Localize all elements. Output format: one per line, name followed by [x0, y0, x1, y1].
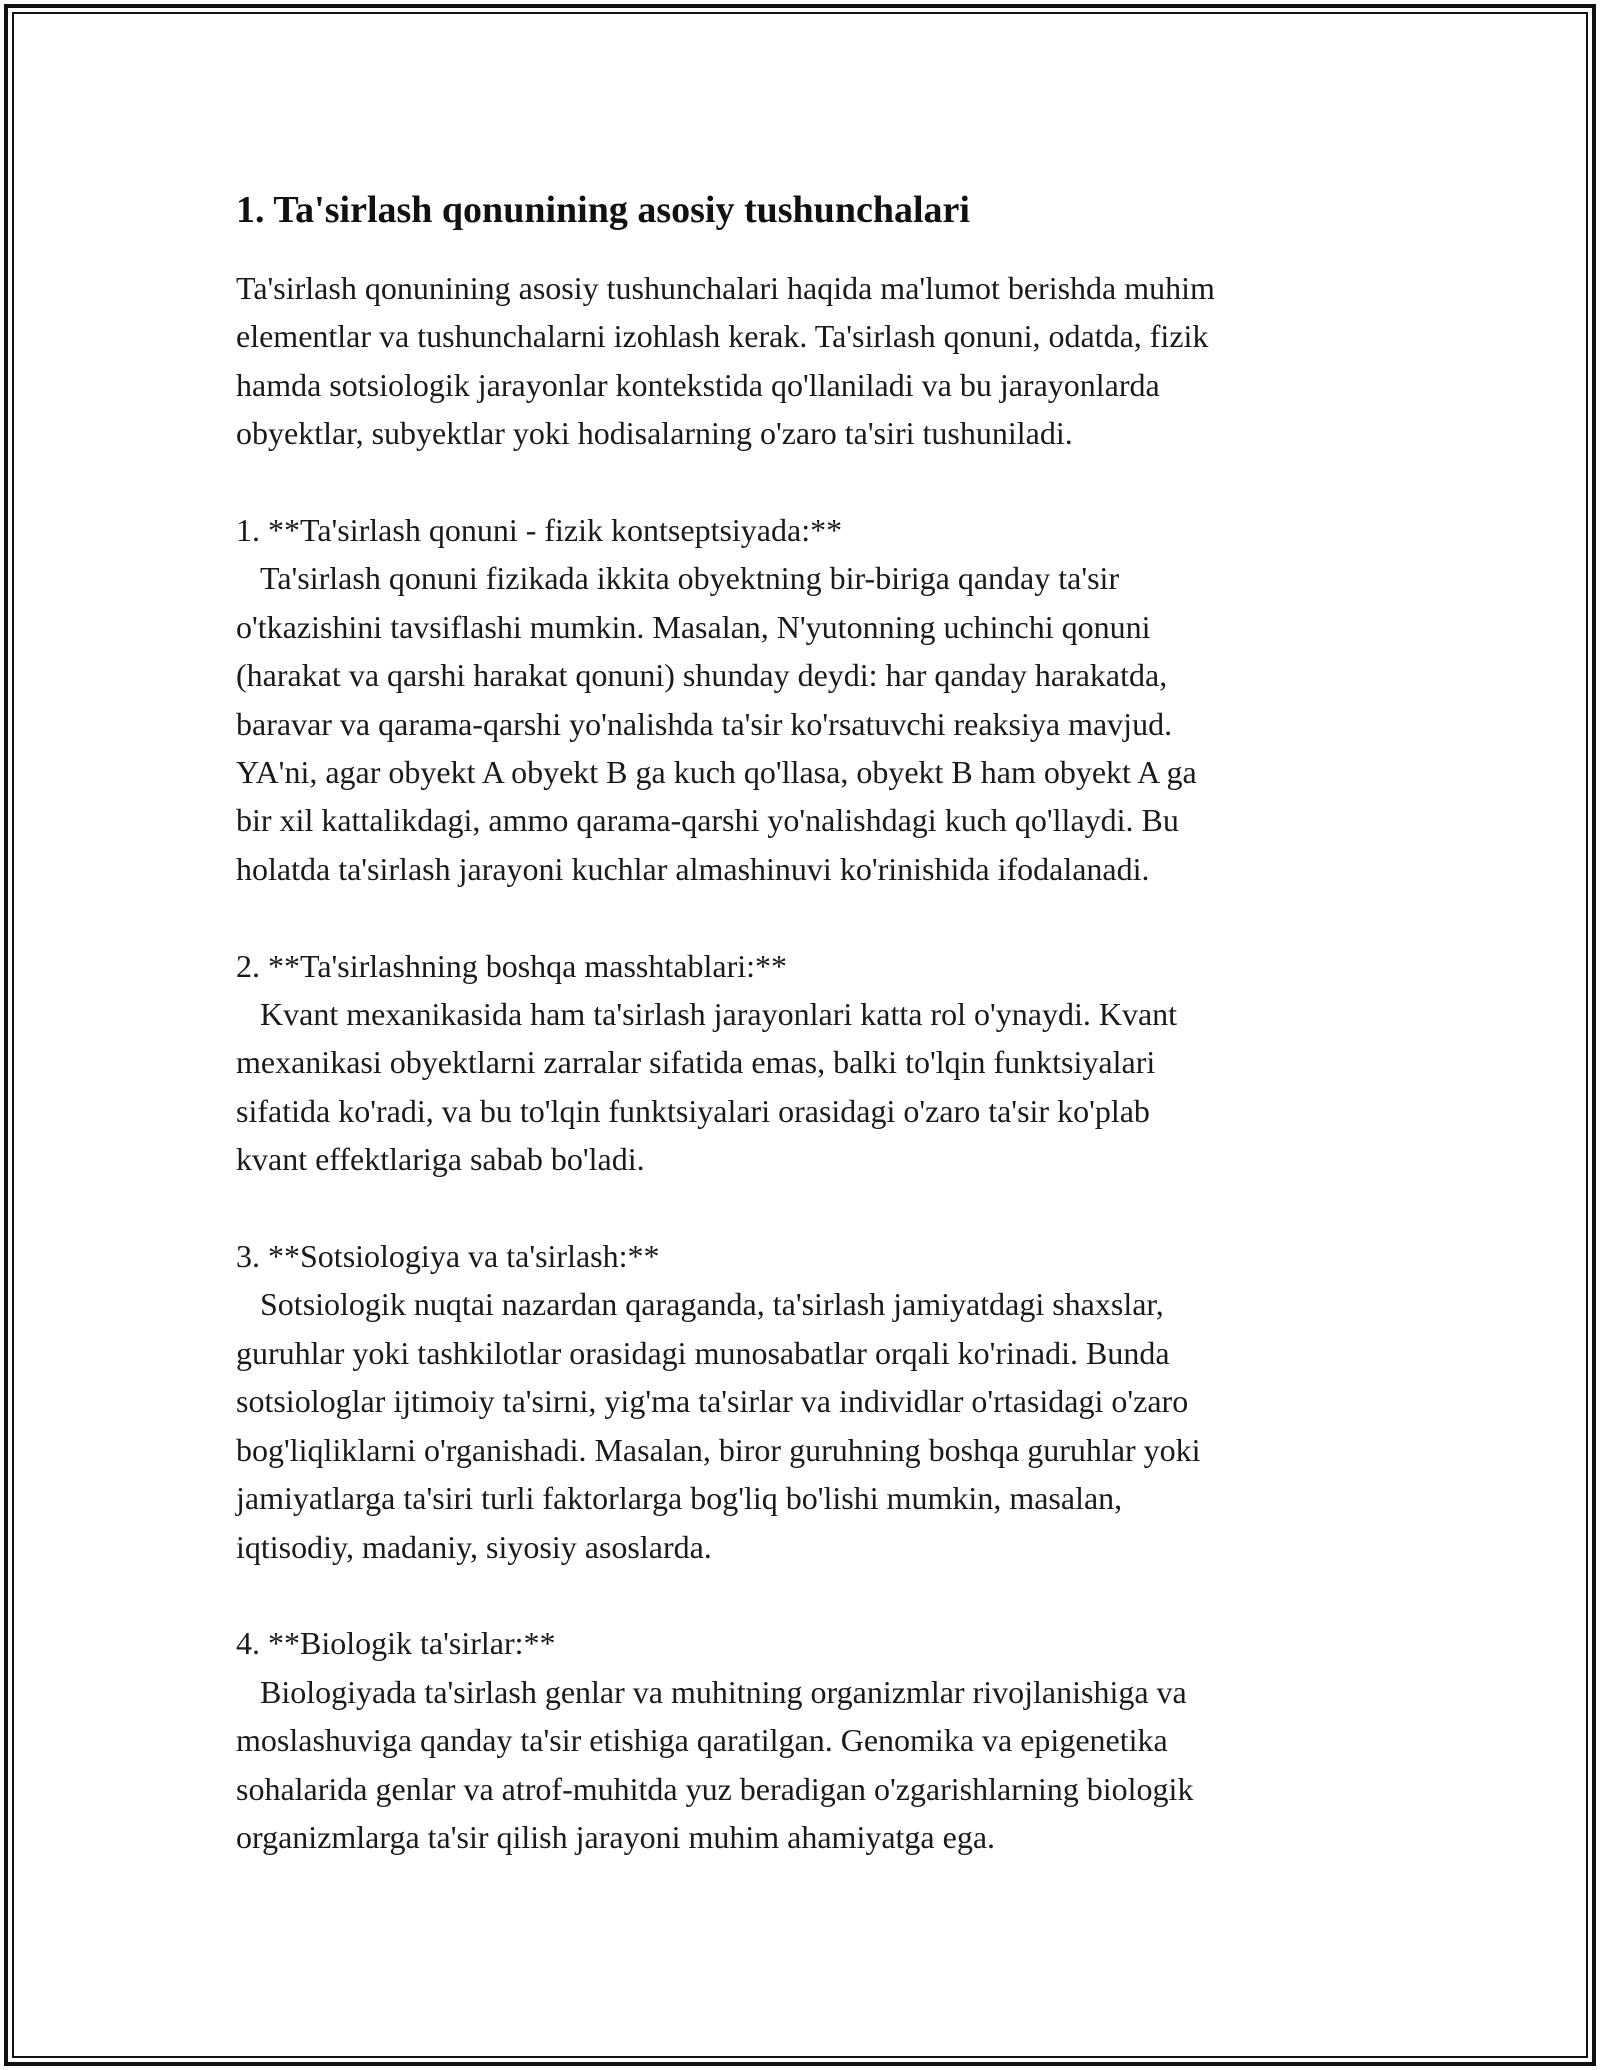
- section-body: Kvant mexanikasida ham ta'sirlash jarayonlari katta rol o'ynaydi. Kvant mexanikasi obyektlarni zarralar sifatida emas, balki to'lqin funktsiyalari sifatida ko'radi, va bu to'lqin funktsiyalari orasidagi o'zaro ta'sir ko'plab kvant effektlariga sabab bo'ladi.: [236, 996, 1178, 1178]
- section-heading: 4. **Biologik ta'sirlar:**: [236, 1625, 556, 1662]
- document-title: 1. Ta'sirlash qonunining asosiy tushunchalari: [236, 189, 970, 231]
- section-scales: [236, 942, 1386, 1184]
- section-biology: [236, 1619, 1386, 1861]
- intro-paragraph: Ta'sirlash qonunining asosiy tushunchalari haqida ma'lumot berishda muhim elementlar va tushunchalarni izohlash kerak. Ta'sirlash qonuni, odatda, fizik hamda sotsiologik jarayonlar kontekstida qo'llaniladi va bu jarayonlarda obyektlar, subyektlar yoki hodisalarning o'zaro ta'siri tushuniladi.: [236, 270, 1215, 452]
- document-content: [236, 186, 1386, 1861]
- section-body: Ta'sirlash qonuni fizikada ikkita obyektning bir-biriga qanday ta'sir o'tkazishini tavsiflashi mumkin. Masalan, N'yutonning uchinchi qonuni (harakat va qarshi harakat qonuni) shunday deydi: har qanday harakatda, baravar va qarama-qarshi yo'nalishda ta'sir ko'rsatuvchi reaksiya mavjud. YA'ni, agar obyekt A obyekt B ga kuch qo'llasa, obyekt B ham obyekt A ga bir xil kattalikdagi, ammo qarama-qarshi yo'nalishdagi kuch qo'llaydi. Bu holatda ta'sirlash jarayoni kuchlar almashinuvi ko'rinishida ifodalanadi.: [236, 560, 1197, 887]
- section-heading: 1. **Ta'sirlash qonuni - fizik kontseptsiyada:**: [236, 512, 843, 549]
- section-physics: [236, 506, 1386, 893]
- section-sociology: [236, 1232, 1386, 1571]
- section-heading: 2. **Ta'sirlashning boshqa masshtablari:**: [236, 947, 787, 984]
- section-heading: 3. **Sotsiologiya va ta'sirlash:**: [236, 1238, 660, 1275]
- section-body: Sotsiologik nuqtai nazardan qaraganda, ta'sirlash jamiyatdagi shaxslar, guruhlar yoki tashkilotlar orasidagi munosabatlar orqali ko'rinadi. Bunda sotsiologlar ijtimoiy ta'sirni, yig'ma ta'sirlar va individlar o'rtasidagi o'zaro bog'liqliklarni o'rganishadi. Masalan, biror guruhning boshqa guruhlar yoki jamiyatlarga ta'siri turli faktorlarga bog'liq bo'lishi mumkin, masalan, iqtisodiy, madaniy, siyosiy asoslarda.: [236, 1286, 1201, 1565]
- section-body: Biologiyada ta'sirlash genlar va muhitning organizmlar rivojlanishiga va moslashuviga qanday ta'sir etishiga qaratilgan. Genomika va epigenetika sohalarida genlar va atrof-muhitda yuz beradigan o'zgarishlarning biologik organizmlarga ta'sir qilish jarayoni muhim ahamiyatga ega.: [236, 1673, 1194, 1855]
